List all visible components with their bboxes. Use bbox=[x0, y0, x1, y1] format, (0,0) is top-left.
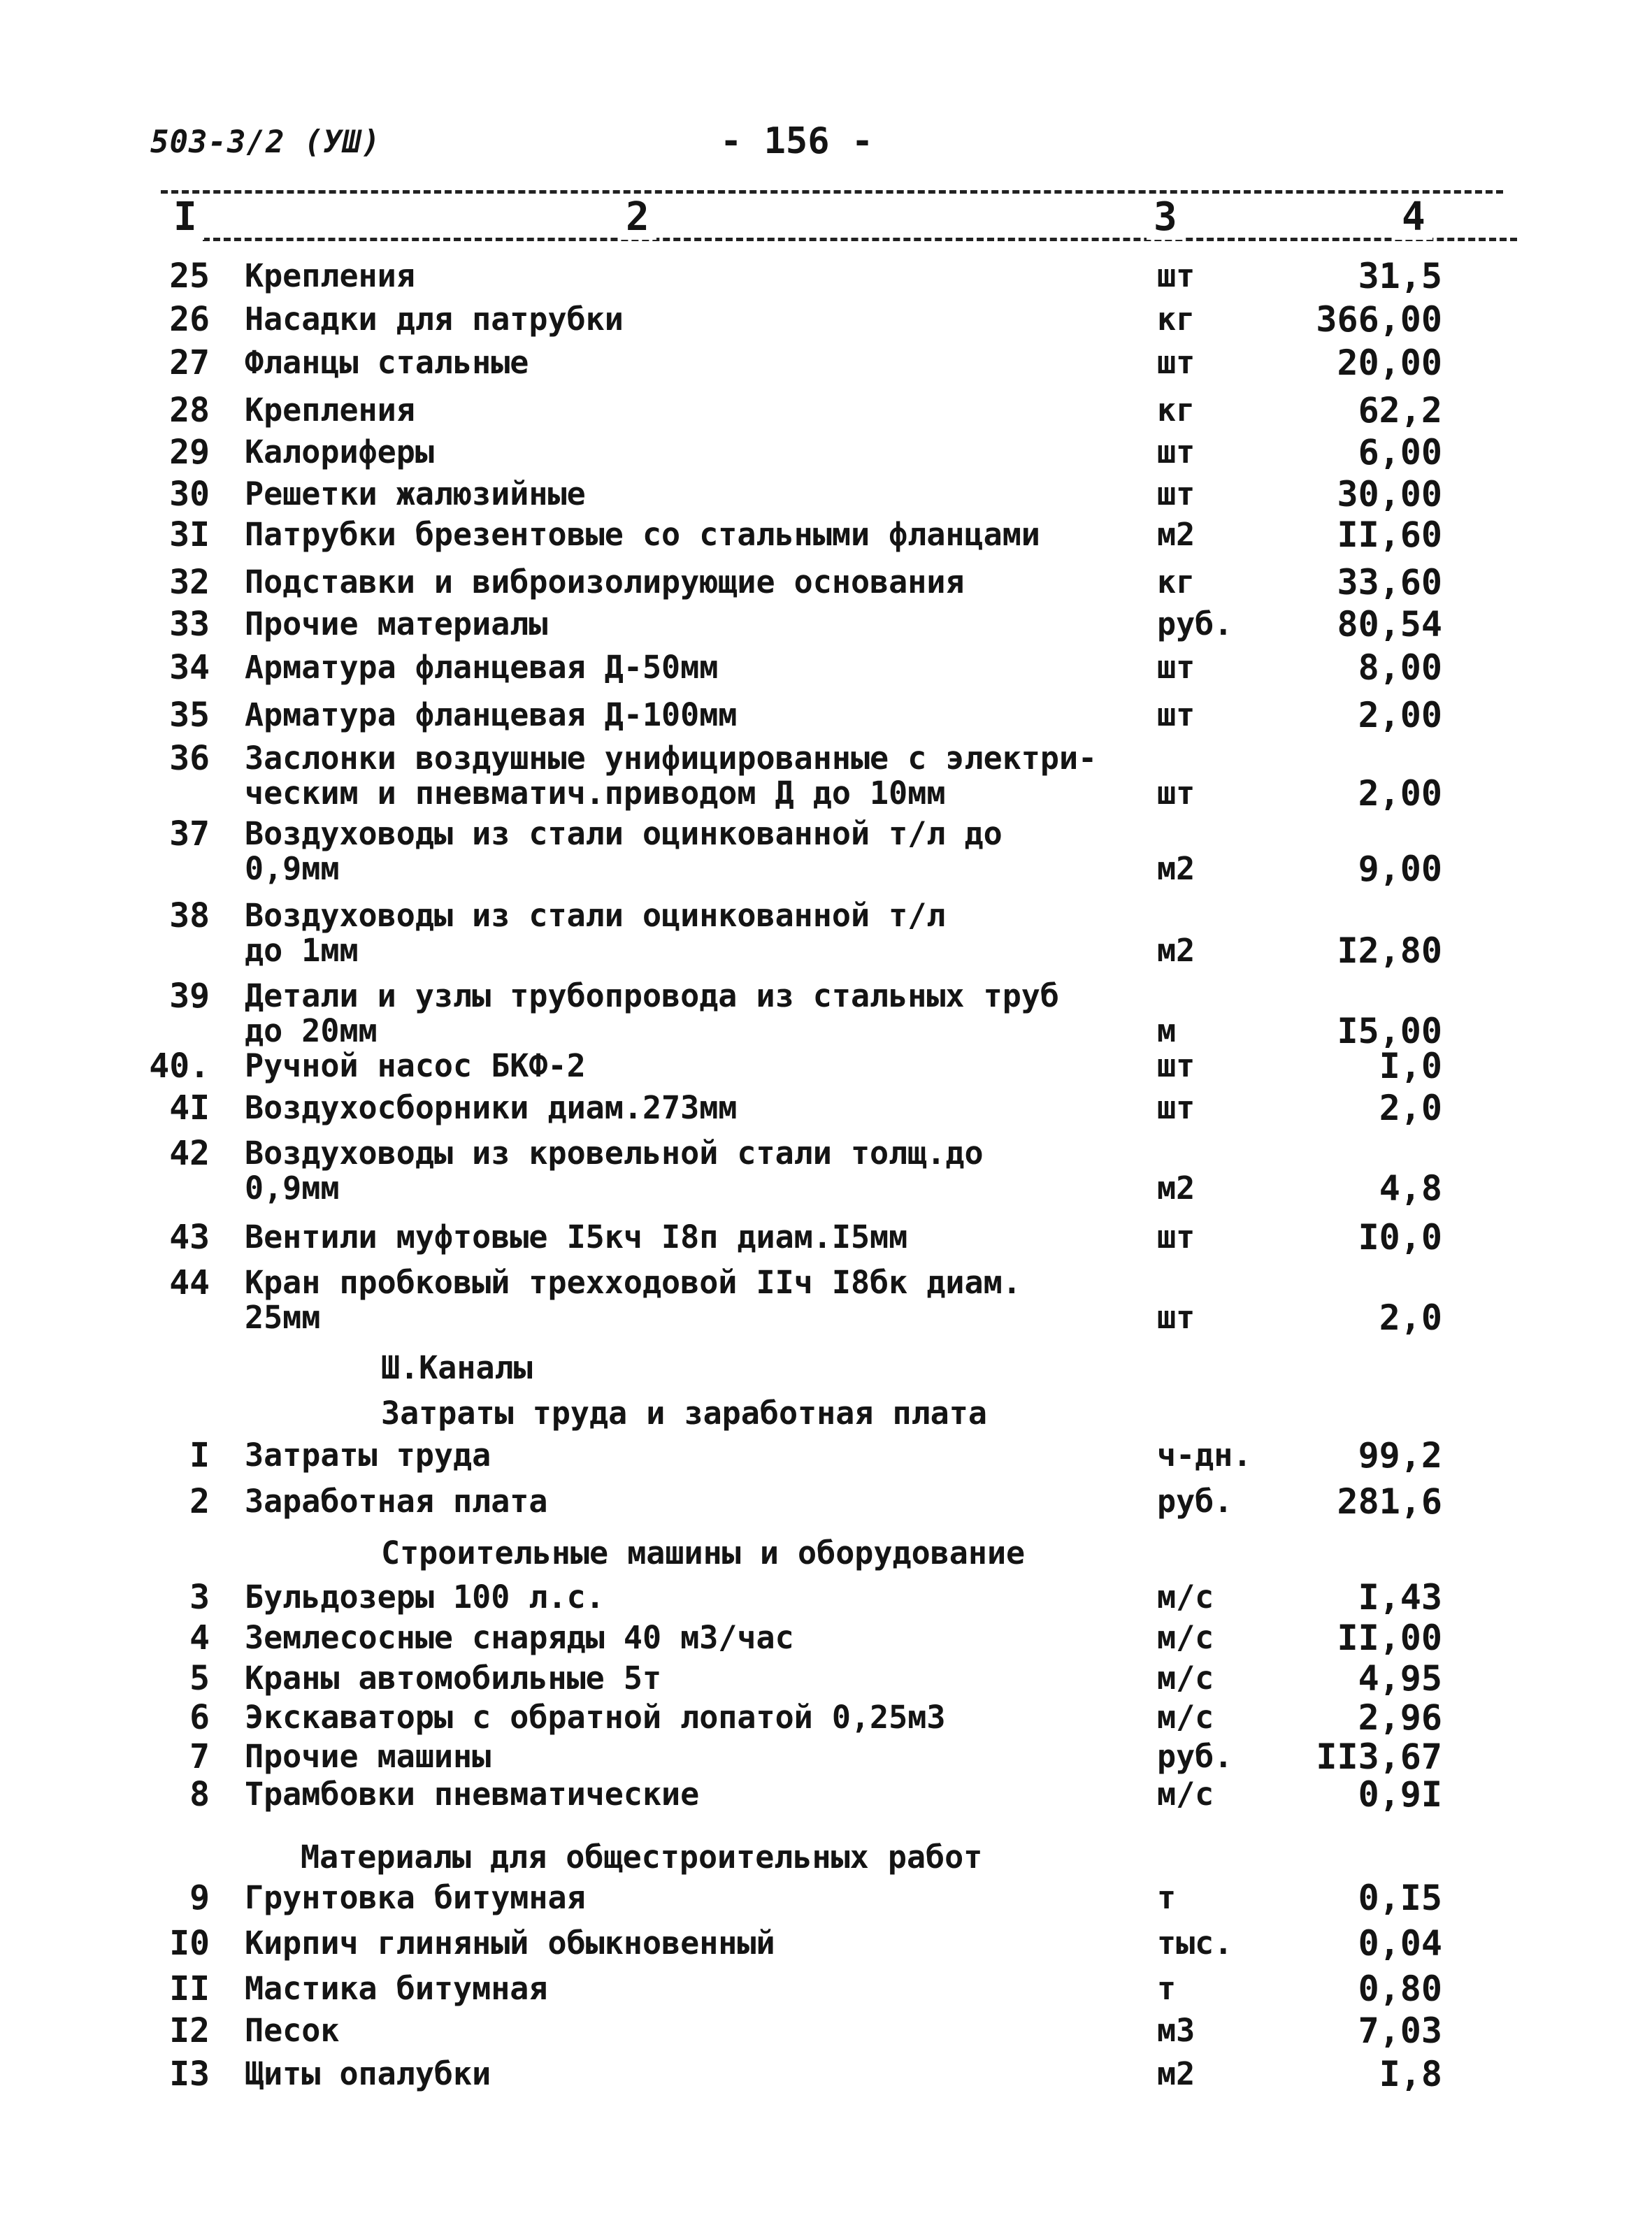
item-name bbox=[245, 259, 1126, 294]
item-quantity: 7,03 bbox=[1358, 2010, 1442, 2051]
item-quantity: 2,0 bbox=[1379, 1088, 1442, 1128]
subsection-machines: Строительные машины и оборудование bbox=[381, 1534, 1026, 1571]
item-quantity: 2,00 bbox=[1358, 695, 1442, 735]
item-quantity: II3,67 bbox=[1316, 1736, 1442, 1777]
item-name bbox=[245, 1880, 1126, 1915]
item-quantity: I,43 bbox=[1358, 1577, 1442, 1618]
item-name-line-1: Кирпич глиняный обыкновенный bbox=[245, 1925, 775, 1962]
item-quantity: 31,5 bbox=[1358, 256, 1442, 296]
item-quantity: 366,00 bbox=[1316, 299, 1442, 340]
item-unit: ч-дн. bbox=[1157, 1437, 1252, 1474]
item-quantity: 6,00 bbox=[1358, 432, 1442, 473]
column-header-4: 4 bbox=[1395, 194, 1432, 240]
item-unit: кг bbox=[1157, 563, 1195, 600]
item-unit: м2 bbox=[1157, 850, 1195, 887]
item-name bbox=[245, 1580, 1126, 1615]
item-unit: руб. bbox=[1157, 605, 1233, 642]
item-name bbox=[245, 477, 1126, 512]
item-name-line-1: Вентили муфтовые I5кч I8п диам.I5мм bbox=[245, 1218, 908, 1256]
item-name-line-1: Решетки жалюзийные bbox=[245, 475, 586, 512]
item-number: 7 bbox=[189, 1737, 210, 1776]
item-name-line-2: ческим и пневматич.приводом Д до 10мм bbox=[245, 775, 946, 812]
item-unit: руб. bbox=[1157, 1738, 1233, 1775]
item-name-line-1: Воздухосборники диам.273мм bbox=[245, 1089, 738, 1126]
item-number: II bbox=[169, 1969, 210, 2008]
item-number: 29 bbox=[169, 433, 210, 472]
item-name bbox=[245, 898, 1126, 968]
item-name-line-2: 0,9мм bbox=[245, 1170, 340, 1207]
item-quantity: I0,0 bbox=[1358, 1217, 1442, 1258]
item-number: 5 bbox=[189, 1659, 210, 1698]
item-name-line-1: Воздуховоды из стали оцинкованной т/л до bbox=[245, 815, 1003, 852]
item-number: I2 bbox=[169, 2011, 210, 2050]
item-quantity: 0,9I bbox=[1358, 1774, 1442, 1815]
item-number: 9 bbox=[189, 1878, 210, 1918]
item-unit: м/с bbox=[1157, 1660, 1214, 1697]
item-unit: м bbox=[1157, 1012, 1177, 1049]
item-unit: шт bbox=[1157, 1218, 1195, 1256]
item-unit: шт bbox=[1157, 696, 1195, 733]
item-unit: м3 bbox=[1157, 2012, 1195, 2049]
item-quantity: 30,00 bbox=[1337, 474, 1442, 515]
item-number: 26 bbox=[169, 300, 210, 339]
item-number: 39 bbox=[169, 977, 210, 1016]
item-quantity: I,0 bbox=[1379, 1046, 1442, 1086]
item-name-line-1: Трамбовки пневматические bbox=[245, 1776, 700, 1813]
document-code: 503-3/2 (УШ) bbox=[150, 124, 381, 160]
item-number: 30 bbox=[169, 475, 210, 514]
item-name-line-2: до 20мм bbox=[245, 1012, 378, 1049]
item-unit: м2 bbox=[1157, 2055, 1195, 2092]
item-unit: руб. bbox=[1157, 1483, 1233, 1520]
item-name-line-1: Прочие машины bbox=[245, 1738, 491, 1775]
item-unit: м/с bbox=[1157, 1578, 1214, 1616]
item-number: 35 bbox=[169, 696, 210, 735]
item-name-line-1: Песок bbox=[245, 2012, 340, 2049]
item-name bbox=[245, 2057, 1126, 2092]
item-unit: м/с bbox=[1157, 1699, 1214, 1736]
item-name-line-1: Заслонки воздушные унифицированные с электри- bbox=[245, 740, 1098, 777]
item-name-line-1: Крепления bbox=[245, 391, 415, 429]
item-name-line-1: Затраты труда bbox=[245, 1437, 491, 1474]
item-number: 6 bbox=[189, 1698, 210, 1737]
item-number: 32 bbox=[169, 563, 210, 602]
item-quantity: 62,2 bbox=[1358, 390, 1442, 431]
item-name-line-1: Патрубки брезентовые со стальными фланцами bbox=[245, 516, 1040, 553]
item-name-line-1: Арматура фланцевая Д-50мм bbox=[245, 649, 719, 686]
item-quantity: I5,00 bbox=[1337, 1011, 1442, 1051]
item-number: 42 bbox=[169, 1134, 210, 1173]
item-name bbox=[245, 817, 1126, 886]
item-name-line-1: Воздуховоды из кровельной стали толщ.до bbox=[245, 1135, 984, 1172]
item-number: 34 bbox=[169, 648, 210, 687]
item-unit: шт bbox=[1157, 1089, 1195, 1126]
item-name bbox=[245, 1091, 1126, 1125]
item-number: 43 bbox=[169, 1218, 210, 1257]
item-unit: шт bbox=[1157, 649, 1195, 686]
subsection-labor: Затраты труда и заработная плата bbox=[381, 1395, 987, 1432]
item-number: 33 bbox=[169, 605, 210, 644]
item-name-line-1: Мастика битумная bbox=[245, 1970, 548, 2007]
item-number: 40. bbox=[149, 1046, 210, 1086]
item-name bbox=[245, 1971, 1126, 2006]
item-name bbox=[245, 1926, 1126, 1961]
item-unit: м2 bbox=[1157, 932, 1195, 969]
section-title: Ш.Каналы bbox=[381, 1349, 533, 1386]
item-name bbox=[245, 517, 1126, 552]
item-name bbox=[245, 1220, 1126, 1255]
item-unit: кг bbox=[1157, 391, 1195, 429]
item-name bbox=[245, 1700, 1126, 1735]
item-name-line-1: Грунтовка битумная bbox=[245, 1879, 586, 1916]
item-name bbox=[245, 435, 1126, 470]
item-quantity: I2,80 bbox=[1337, 930, 1442, 971]
item-unit: шт bbox=[1157, 775, 1195, 812]
item-unit: шт bbox=[1157, 433, 1195, 470]
column-header-3: 3 bbox=[1147, 194, 1184, 240]
header-rule bbox=[161, 190, 1503, 194]
item-unit: м/с bbox=[1157, 1776, 1214, 1813]
item-name bbox=[245, 1049, 1126, 1084]
item-quantity: 4,95 bbox=[1358, 1658, 1442, 1699]
item-quantity: 4,8 bbox=[1379, 1168, 1442, 1209]
item-name-line-1: Арматура фланцевая Д-100мм bbox=[245, 696, 738, 733]
item-name bbox=[245, 1484, 1126, 1519]
item-unit: т bbox=[1157, 1879, 1177, 1916]
item-quantity: 9,00 bbox=[1358, 849, 1442, 889]
item-number: I0 bbox=[169, 1924, 210, 1963]
item-quantity: 2,0 bbox=[1379, 1297, 1442, 1338]
subsection-materials: Материалы для общестроительных работ bbox=[301, 1839, 983, 1876]
item-unit: шт bbox=[1157, 344, 1195, 381]
item-quantity: 281,6 bbox=[1337, 1481, 1442, 1522]
item-name-line-1: Щиты опалубки bbox=[245, 2055, 491, 2092]
item-name-line-1: Калориферы bbox=[245, 433, 434, 470]
item-number: I3 bbox=[169, 2055, 210, 2094]
item-name-line-1: Подставки и виброизолирующие основания bbox=[245, 563, 965, 600]
item-name bbox=[245, 1136, 1126, 1206]
item-number: 44 bbox=[169, 1263, 210, 1302]
item-number: 4I bbox=[169, 1088, 210, 1128]
item-name bbox=[245, 1777, 1126, 1812]
item-name-line-1: Экскаваторы с обратной лопатой 0,25м3 bbox=[245, 1699, 946, 1736]
item-number: 25 bbox=[169, 257, 210, 296]
item-name bbox=[245, 607, 1126, 642]
item-number: 2 bbox=[189, 1482, 210, 1521]
item-name bbox=[245, 698, 1126, 733]
item-number: 37 bbox=[169, 814, 210, 854]
item-name bbox=[245, 345, 1126, 380]
item-number: I bbox=[189, 1436, 210, 1475]
item-name bbox=[245, 741, 1126, 811]
item-name-line-2: 25мм bbox=[245, 1299, 321, 1336]
page-number: - 156 - bbox=[720, 120, 874, 162]
item-name-line-1: Заработная плата bbox=[245, 1483, 548, 1520]
item-number: 27 bbox=[169, 343, 210, 382]
item-unit: т bbox=[1157, 1970, 1177, 2007]
item-quantity: I,8 bbox=[1379, 2054, 1442, 2094]
item-name bbox=[245, 302, 1126, 337]
item-unit: кг bbox=[1157, 301, 1195, 338]
item-quantity: 33,60 bbox=[1337, 562, 1442, 603]
item-name-line-1: Кран пробковый трехходовой IIч I8бк диам. bbox=[245, 1264, 1021, 1301]
item-name-line-1: Землесосные снаряды 40 м3/час bbox=[245, 1619, 794, 1656]
item-name bbox=[245, 1620, 1126, 1655]
column-header-2: 2 bbox=[619, 194, 656, 240]
item-quantity: II,60 bbox=[1337, 515, 1442, 555]
item-quantity: 2,96 bbox=[1358, 1697, 1442, 1738]
item-quantity: 0,04 bbox=[1358, 1923, 1442, 1964]
item-name-line-1: Бульдозеры 100 л.с. bbox=[245, 1578, 605, 1616]
item-unit: шт bbox=[1157, 257, 1195, 294]
item-name bbox=[245, 2013, 1126, 2048]
item-name bbox=[245, 1438, 1126, 1473]
item-name bbox=[245, 1265, 1126, 1335]
item-quantity: 2,00 bbox=[1358, 773, 1442, 814]
item-name bbox=[245, 1739, 1126, 1774]
item-number: 38 bbox=[169, 896, 210, 935]
item-quantity: 80,54 bbox=[1337, 604, 1442, 645]
item-quantity: 99,2 bbox=[1358, 1435, 1442, 1476]
item-name-line-1: Крепления bbox=[245, 257, 415, 294]
item-name-line-1: Насадки для патрубки bbox=[245, 301, 624, 338]
item-quantity: 8,00 bbox=[1358, 647, 1442, 688]
item-name bbox=[245, 1661, 1126, 1696]
item-unit: м/с bbox=[1157, 1619, 1214, 1656]
column-header-1: I bbox=[166, 194, 204, 240]
item-quantity: 0,I5 bbox=[1358, 1878, 1442, 1918]
item-name-line-1: Прочие материалы bbox=[245, 605, 548, 642]
item-quantity: 20,00 bbox=[1337, 343, 1442, 383]
item-unit: тыс. bbox=[1157, 1925, 1233, 1962]
item-name-line-2: 0,9мм bbox=[245, 850, 340, 887]
item-number: 4 bbox=[189, 1618, 210, 1657]
item-number: 8 bbox=[189, 1775, 210, 1814]
item-name bbox=[245, 650, 1126, 685]
item-name bbox=[245, 565, 1126, 600]
item-name-line-1: Краны автомобильные 5т bbox=[245, 1660, 662, 1697]
item-name-line-1: Детали и узлы трубопровода из стальных труб bbox=[245, 977, 1059, 1014]
item-name bbox=[245, 393, 1126, 428]
item-number: 3 bbox=[189, 1578, 210, 1617]
item-name bbox=[245, 979, 1126, 1049]
item-name-line-1: Фланцы стальные bbox=[245, 344, 529, 381]
item-quantity: 0,80 bbox=[1358, 1969, 1442, 2009]
item-unit: шт bbox=[1157, 475, 1195, 512]
item-number: 28 bbox=[169, 391, 210, 430]
item-unit: м2 bbox=[1157, 516, 1195, 553]
item-number: 36 bbox=[169, 739, 210, 778]
item-name-line-2: до 1мм bbox=[245, 932, 359, 969]
item-unit: шт bbox=[1157, 1299, 1195, 1336]
item-name-line-1: Воздуховоды из стали оцинкованной т/л bbox=[245, 897, 946, 934]
item-unit: м2 bbox=[1157, 1170, 1195, 1207]
item-quantity: II,00 bbox=[1337, 1618, 1442, 1658]
item-name-line-1: Ручной насос БКФ-2 bbox=[245, 1047, 586, 1084]
column-header-rule bbox=[203, 238, 1517, 241]
item-unit: шт bbox=[1157, 1047, 1195, 1084]
item-number: 3I bbox=[169, 515, 210, 554]
